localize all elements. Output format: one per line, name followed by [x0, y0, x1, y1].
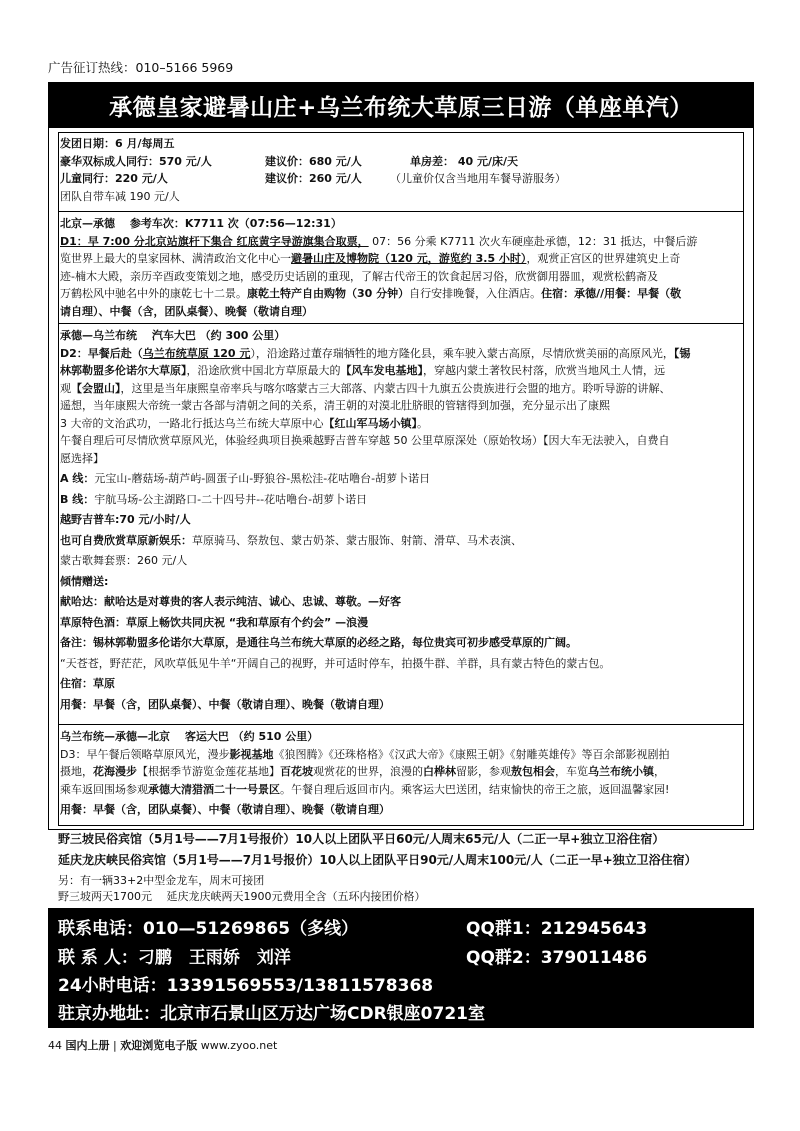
- contact-block: [48, 908, 754, 1028]
- day3-text-span: 乌兰布统小镇: [588, 765, 654, 778]
- page-number: 44: [48, 1039, 62, 1052]
- day2-header: 承德—乌兰布统 汽车大巴 （约 300 公里）: [60, 329, 286, 342]
- day3-text-span: 留影，参观: [456, 765, 511, 778]
- day2-text-span: ，沿途欣赏中国北方草原最大的: [186, 364, 341, 377]
- day1-meal: 请自理）、中餐（含，团队桌餐）、晚餐（敬请自理）: [60, 304, 313, 318]
- day2-text-span: 林郭勒盟多伦诺尔大草原】: [60, 364, 187, 377]
- day3-text-span: D3：早午餐后领略草原风光，漫步: [60, 747, 230, 761]
- day2-text-span: ），沿途路过董存瑞牺牲的地方隆化县，乘车驶入蒙古高原，尽情欣赏美丽的高原风光，: [250, 346, 674, 360]
- day2-text-span: 。: [417, 416, 428, 430]
- poem-line: “天苍苍，野茫茫，风吹草低见牛羊“开阔自己的视野，并可适时停车，拍摄牛群、羊群，具有蒙古特色的蒙古包。: [60, 656, 611, 670]
- day3-section: [60, 728, 740, 819]
- child-suggest-price: 建议价：260 元/人: [265, 172, 362, 185]
- extra-text: 草原骑马、祭敖包、蒙古奶茶、蒙古服饰、射箭、滑草、马术表演、: [192, 533, 522, 547]
- route-a-label: A 线：: [60, 472, 95, 485]
- day2-text-span: 【锡: [673, 346, 691, 360]
- qq-group-1: QQ群1：212945643: [466, 919, 648, 939]
- day2-text-span: 观: [60, 381, 71, 395]
- day1-highlight: 避暑山庄及博物院（120 元，游览约 3.5 小时）: [291, 252, 527, 265]
- hada-text: 献哈达是对尊贵的客人表示纯洁、诚心、忠诚、尊敬。—好客: [104, 595, 401, 608]
- footer-divider: |: [113, 1039, 117, 1052]
- day2-text-span: ，这里是当年康熙皇帝率兵与喀尔喀蒙古三大部落、内蒙古四十九旗五公贵族进行会盟的地方。聆听导游的讲解、: [120, 381, 671, 395]
- footer-slogan: 欢迎浏览电子版: [120, 1039, 198, 1052]
- route-b-label: B 线：: [60, 492, 95, 506]
- day2-text: [60, 345, 740, 468]
- day2-text-span: 【风车发电基地】: [340, 364, 423, 377]
- gift-heading: 倾情赠送:: [60, 574, 109, 588]
- day3-text-span: 花海漫步: [93, 765, 137, 778]
- page-title: 承德皇家避暑山庄+乌兰布统大草原三日游（单座单汽）: [48, 82, 754, 128]
- wine-text: 草原上畅饮共同庆祝 “我和草原有个约会” —浪漫: [126, 615, 369, 629]
- day1-text-span: 迹-楠木大殿，亲历辛酉政变策划之地，感受历史话剧的重现，了解古代帝王的饮食起居习俗，欣赏御用器皿，观赏松鹤斋及: [60, 269, 658, 283]
- day2-text-span: 遥想，当年康熙大帝统一蒙古各部与清朝之间的关系，清王朝的对漠北肚脐眼的管辖得到加强，充分显示出了康熙: [60, 399, 610, 412]
- remark-text: 锡林郭勒盟多伦诺尔大草原，是通往乌兰布统大草原的必经之路，每位贵宾可初步感受草原的广阔。: [93, 636, 577, 649]
- day2-text-span: D2：早餐后赴（: [60, 346, 143, 360]
- divider: [58, 724, 744, 725]
- day1-text-span: 自行安排晚餐，入住酒店。: [409, 287, 542, 300]
- day3-header: 乌兰布统—承德—北京 客运大巴 （约 510 公里）: [60, 730, 319, 743]
- day3-text-span: 影视基地: [229, 747, 274, 761]
- hotel-yanqing: 延庆龙庆峡民俗宾馆（5月1号——7月1号报价）10人以上团队平日90元/人周末100元/人（二正一早+独立卫浴住宿）: [58, 853, 697, 867]
- hada-gift: [60, 593, 740, 611]
- route-a-text: 元宝山-蘑菇场-葫芦屿-圆蛋子山-野狼谷-黑松洼-花咕噜台-胡萝卜诺日: [94, 472, 431, 485]
- day3-text-span: ，车览: [555, 765, 588, 778]
- route-b: [60, 491, 740, 509]
- day3-text-span: 敖包相会: [511, 765, 555, 778]
- child-price-row: [60, 170, 740, 188]
- footer-section: 国内上册: [65, 1039, 110, 1052]
- song-dance-price: 蒙古歌舞套票：260 元/人: [60, 554, 188, 567]
- wine-gift: [60, 614, 740, 632]
- extra-entertainment: [60, 532, 740, 550]
- day1-section: [60, 215, 740, 320]
- route-a: [60, 470, 740, 488]
- day2-text-span: 午餐自理后可尽情欣赏草原风光，体验经典项目换乘越野吉普车穿越 50 公里草原深处（原始牧场）【因大车无法驶入，自费自: [60, 434, 670, 447]
- day3-text-span: 《狼图腾》《还珠格格》《汉武大帝》《康熙王朝》《射雕英雄传》等百余部影视剧拍: [273, 747, 670, 761]
- day1-meeting: D1：早 7:00 分北京站旗杆下集合 红底黄字导游旗集合取票，: [60, 234, 369, 248]
- day2-text-span: 3 大帝的文治武功，一路北行抵达乌兰布统大草原中心: [60, 416, 324, 430]
- day3-text-span: 摄地，: [60, 765, 93, 778]
- day2-highlight: 乌兰布统草原 120 元: [142, 346, 251, 360]
- day3-text-span: 。午餐自理后返回市内。乘客运大巴送团，结束愉快的帝王之旅，返回温馨家园!: [280, 782, 670, 796]
- self-car-discount: 团队自带车减 190 元/人: [60, 189, 180, 203]
- day3-text-span: 百花坡: [280, 765, 313, 778]
- route-b-text: 宇航马场-公主湖路口-二十四号井--花咕噜台-胡萝卜诺日: [94, 492, 368, 506]
- jeep-price: 越野吉普车:70 元/小时/人: [60, 513, 191, 526]
- footer-site-link[interactable]: www.zyoo.net: [200, 1039, 278, 1052]
- page-footer: [48, 1037, 277, 1053]
- day3-text-span: 【根据季节游览金莲花基地】: [137, 765, 280, 778]
- day1-shopping: 康乾土特产自由购物（30 分钟）: [247, 287, 410, 300]
- day2-text-span: ，穿越内蒙土著牧民村落，欣赏当地风土人情，远: [423, 364, 665, 377]
- hotel-yesanpo: 野三坡民俗宾馆（5月1号——7月1号报价）10人以上团队平日60元/人周末65元/人（二正一早+独立卫浴住宿）: [58, 832, 665, 846]
- contact-phone: 联系电话：010—51269865（多线）: [58, 919, 359, 939]
- extra-label: 也可自费欣赏草原新娱乐：: [60, 533, 192, 547]
- child-price-note: （儿童价仅含当地用车餐导游服务）: [390, 172, 566, 185]
- single-room-price: 单房差： 40 元/床/天: [410, 154, 519, 168]
- day1-header: 北京—承德 参考车次：K7711 次（07:56—12:31）: [60, 217, 342, 230]
- departure-date: 发团日期：6 月/每周五: [60, 137, 175, 150]
- day2-meal: 用餐：早餐（含，团队桌餐）、中餐（敬请自理）、晚餐（敬请自理）: [60, 697, 390, 711]
- hada-label: 献哈达：: [60, 595, 104, 608]
- ad-hotline: 广告征订热线：010–5166 5969: [48, 60, 234, 75]
- contact-24h: 24小时电话：13391569553/13811578368: [58, 976, 434, 996]
- day3-text-span: 观赏花的世界，浪漫的: [313, 765, 423, 778]
- day3-text: [60, 746, 740, 799]
- divider: [58, 211, 744, 212]
- remark-label: 备注：: [60, 636, 93, 649]
- adult-suggest-price: 建议价：680 元/人: [265, 154, 362, 168]
- adult-price: 豪华双标成人同行：570 元/人: [60, 154, 212, 168]
- day3-text-span: 白桦林: [423, 765, 456, 778]
- day2-text-span: 【红山军马场小镇】: [323, 416, 417, 430]
- note-prices: 野三坡两天1700元 延庆龙庆峡两天1900元费用全含（五环内接团价格）: [58, 890, 426, 903]
- day2-section: [60, 327, 740, 713]
- qq-group-2: QQ群2：379011486: [466, 948, 648, 968]
- day3-text-span: 承德大清猎酒二十一号景区: [148, 782, 280, 796]
- day3-text-span: 乘车返回围场参观: [60, 782, 148, 796]
- extra-notes: [58, 873, 748, 905]
- day1-text-span: ，观赏正宫区的世界建筑史上奇: [526, 252, 681, 265]
- note-vehicle: 另：有一辆33+2中型金龙车，周末可接团: [58, 874, 265, 887]
- day2-stay: 住宿：草原: [60, 677, 115, 690]
- divider: [58, 323, 744, 324]
- day2-text-span: 愿选择】: [60, 451, 104, 465]
- adult-price-row: [60, 153, 740, 171]
- day1-stay: 住宿：承德//用餐：早餐（敬: [541, 287, 682, 300]
- day1-text-span: 览世界上最大的皇家园林、满清政治文化中心一: [60, 252, 291, 265]
- day3-meal: 用餐：早餐（含，团队桌餐）、中餐（敬请自理）、晚餐（敬请自理）: [60, 803, 390, 816]
- wine-label: 草原特色酒：: [60, 615, 126, 629]
- day1-text-span: 07：56 分乘 K7711 次火车硬座赴承德，12：31 抵达，中餐后游: [368, 234, 698, 248]
- day3-text-span: ，: [654, 765, 665, 778]
- day1-text: [60, 233, 740, 321]
- contact-address: 驻京办地址：北京市石景山区万达广场CDR银座0721室: [58, 1004, 485, 1024]
- contact-person: 联 系 人：刁鹏 王雨娇 刘洋: [58, 948, 291, 968]
- remark: [60, 634, 740, 652]
- pricing-section: [60, 135, 740, 205]
- day1-text-span: 万鹤松风中驰名中外的康乾七十二景。: [60, 287, 247, 300]
- child-price: 儿童同行：220 元/人: [60, 172, 168, 185]
- day2-text-span: 【会盟山】: [71, 381, 121, 395]
- hotel-list: [58, 829, 748, 871]
